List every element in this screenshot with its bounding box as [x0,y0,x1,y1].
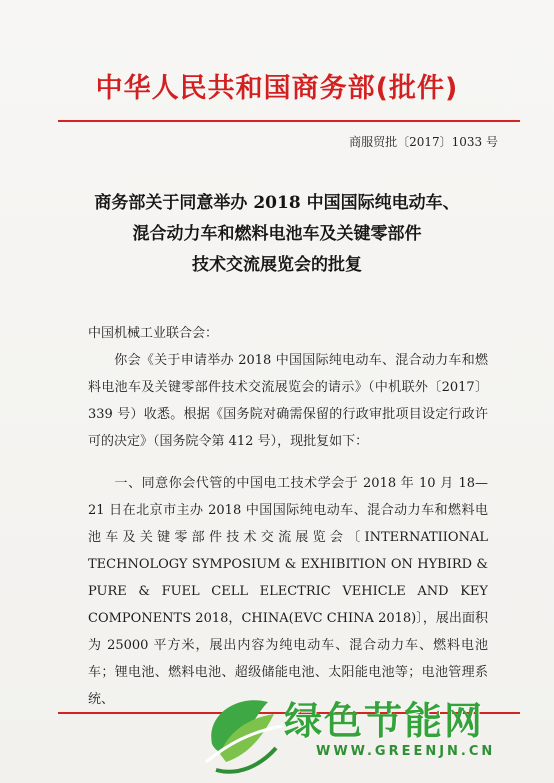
addressee: 中国机械工业联合会： [88,326,219,341]
document-header-title: 中华人民共和国商务部(批件) [95,73,459,104]
leaf-logo-icon [198,684,288,783]
body-paragraph-2 [88,470,488,710]
document-subject [0,188,554,281]
subject-line-3: 技术交流展览会的批复 [192,255,362,275]
watermark [198,684,554,783]
document-number: 商服贸批〔2017〕1033 号 [349,135,498,149]
subject-line-2: 混合动力车和燃料电池车及关键零部件 [132,224,422,244]
paragraph-1-text: 你会《关于申请举办 2018 中国国际纯电动车、混合动力车和燃料电池车及关键零部件技术交流展览会的请示》（中机联外〔2017〕339 号）收悉。根据《国务院对确需保留的行政审批项目设定行政许可的决定》（国务院令第 412 号），现批复如下： [88,353,488,449]
watermark-brand: 绿色节能网 [284,699,485,743]
red-divider-top [58,120,520,122]
paragraph-2-text: 一、同意你会代管的中国电工技术学会于 2018 年 10 月 18—21 日在北京市主办 2018 中国国际纯电动车、混合动力车和燃料电池车及关键零部件技术交流展览会〔INTERNATIIONAL TECHNOLOGY SYMPOSIUM & EXHIBITION ON HYBIRD & PURE & FUEL CELL ELECTRIC VEHICLE AND KEY COMPONENTS 2018，CHINA(EVC CHINA 2018)〕，展出面积为 25000 平方米，展出内容为纯电动车、混合动力车、燃料电池车；锂电池、燃料电池、超级储能电池、太阳能电池等；电池管理系统、 [88,476,488,707]
body-paragraph-1 [88,347,488,457]
subject-line-1: 商务部关于同意举办 2018 中国国际纯电动车、 [94,193,460,213]
watermark-url: WWW.GREENJN.CN [316,744,496,759]
